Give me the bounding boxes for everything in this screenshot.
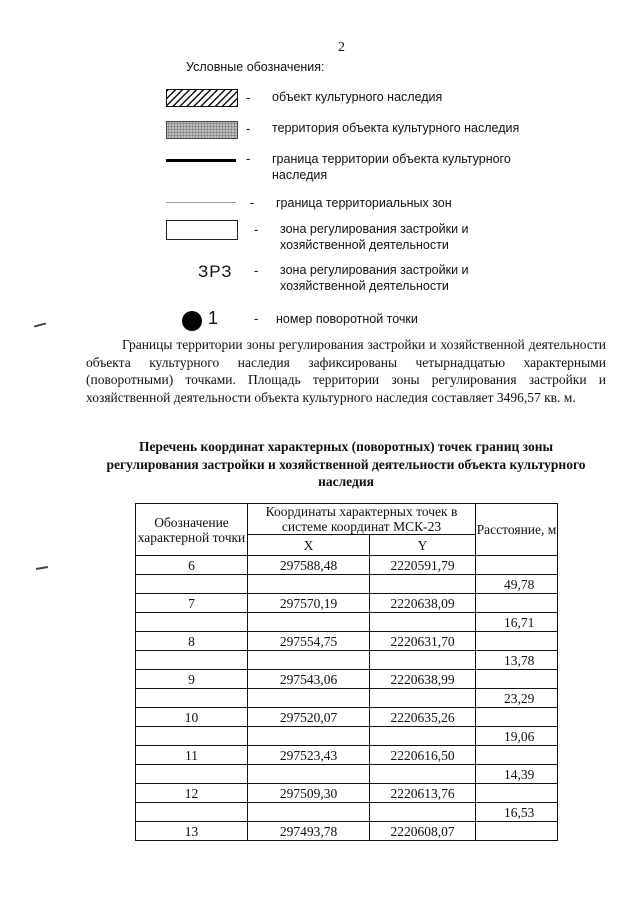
point-row xyxy=(136,822,558,841)
header-x: X xyxy=(248,535,370,556)
point-row xyxy=(136,670,558,689)
point-y: 2220631,70 xyxy=(370,632,476,651)
header-point: Обозначение характерной точки xyxy=(136,504,248,556)
empty-cell xyxy=(136,613,248,632)
legend-label-heritage-territory: территория объекта культурного наследия xyxy=(272,121,520,135)
legend-title: Условные обозначения: xyxy=(186,60,325,74)
page-number: 2 xyxy=(338,40,345,55)
empty-cell xyxy=(370,575,476,594)
distance-row xyxy=(136,765,558,784)
point-y: 2220638,99 xyxy=(370,670,476,689)
segment-distance: 23,29 xyxy=(476,689,558,708)
point-x: 297523,43 xyxy=(248,746,370,765)
header-distance: Расстояние, м xyxy=(476,504,558,556)
segment-distance: 16,71 xyxy=(476,613,558,632)
gray-box-symbol xyxy=(166,121,238,139)
distance-row xyxy=(136,651,558,670)
scan-mark xyxy=(34,322,46,327)
point-id: 9 xyxy=(136,670,248,689)
zrz-code-symbol: ЗРЗ xyxy=(198,262,233,281)
point-id: 8 xyxy=(136,632,248,651)
distance-row xyxy=(136,803,558,822)
distance-row xyxy=(136,689,558,708)
point-x: 297570,19 xyxy=(248,594,370,613)
point-id: 11 xyxy=(136,746,248,765)
point-id: 10 xyxy=(136,708,248,727)
distance-row xyxy=(136,727,558,746)
legend-label-heritage-object: объект культурного наследия xyxy=(272,90,443,104)
empty-cell xyxy=(370,651,476,670)
point-y: 2220616,50 xyxy=(370,746,476,765)
point-row xyxy=(136,708,558,727)
empty-cell xyxy=(476,670,558,689)
empty-cell xyxy=(248,727,370,746)
point-x: 297588,48 xyxy=(248,556,370,575)
coordinates-table xyxy=(135,503,558,841)
empty-cell xyxy=(248,689,370,708)
empty-cell xyxy=(476,632,558,651)
empty-cell xyxy=(248,651,370,670)
distance-row xyxy=(136,613,558,632)
legend-dash: - xyxy=(254,263,259,278)
empty-cell xyxy=(136,575,248,594)
empty-cell xyxy=(136,803,248,822)
point-x: 297554,75 xyxy=(248,632,370,651)
point-id: 7 xyxy=(136,594,248,613)
empty-cell xyxy=(136,651,248,670)
legend-dash: - xyxy=(250,195,255,210)
header-coordinates: Координаты характерных точек в системе координат МСК-23 xyxy=(248,504,476,535)
empty-cell xyxy=(476,594,558,613)
point-y: 2220608,07 xyxy=(370,822,476,841)
distance-row xyxy=(136,575,558,594)
point-row xyxy=(136,594,558,613)
point-x: 297509,30 xyxy=(248,784,370,803)
point-x: 297520,07 xyxy=(248,708,370,727)
empty-cell xyxy=(248,765,370,784)
thick-line-symbol xyxy=(166,159,236,162)
description-paragraph xyxy=(86,336,606,406)
point-x: 297543,06 xyxy=(248,670,370,689)
point-y: 2220635,26 xyxy=(370,708,476,727)
segment-distance: 19,06 xyxy=(476,727,558,746)
empty-cell xyxy=(370,765,476,784)
segment-distance: 14,39 xyxy=(476,765,558,784)
segment-distance: 13,78 xyxy=(476,651,558,670)
legend-dash: - xyxy=(246,151,251,166)
point-row xyxy=(136,556,558,575)
coordinates-table-body xyxy=(136,556,558,841)
header-y: Y xyxy=(370,535,476,556)
dot-symbol xyxy=(182,311,202,331)
legend-dash: - xyxy=(246,90,251,105)
empty-cell xyxy=(476,556,558,575)
point-row xyxy=(136,784,558,803)
empty-cell xyxy=(248,613,370,632)
empty-cell xyxy=(370,689,476,708)
empty-cell xyxy=(476,708,558,727)
point-id: 12 xyxy=(136,784,248,803)
empty-cell xyxy=(476,822,558,841)
coordinates-list-title: Перечень координат характерных (поворотных) точек границ зоны регулирования застройки и хозяйственной деятельности объекта культурного наследия xyxy=(106,439,586,489)
point-row xyxy=(136,632,558,651)
segment-distance: 16,53 xyxy=(476,803,558,822)
point-id: 6 xyxy=(136,556,248,575)
point-id: 13 xyxy=(136,822,248,841)
empty-cell xyxy=(136,727,248,746)
point-y: 2220591,79 xyxy=(370,556,476,575)
empty-box-symbol xyxy=(166,220,238,240)
point-y: 2220638,09 xyxy=(370,594,476,613)
legend-label-territory-border: граница территории объекта культурного наследия xyxy=(272,152,511,182)
empty-cell xyxy=(370,803,476,822)
hatched-box-symbol xyxy=(166,89,238,107)
scan-mark xyxy=(36,566,48,570)
legend-dash: - xyxy=(254,222,259,237)
empty-cell xyxy=(248,575,370,594)
thin-line-symbol xyxy=(166,202,236,203)
empty-cell xyxy=(370,613,476,632)
legend-label-regulation-zone: зона регулирования застройки и хозяйственной деятельности xyxy=(280,222,469,252)
empty-cell xyxy=(248,803,370,822)
empty-cell xyxy=(136,765,248,784)
empty-cell xyxy=(476,784,558,803)
empty-cell xyxy=(136,689,248,708)
point-row xyxy=(136,746,558,765)
empty-cell xyxy=(370,727,476,746)
legend-dash: - xyxy=(254,311,259,326)
dot-number-symbol: 1 xyxy=(208,308,219,328)
paragraph-text: Границы территории зоны регулирования застройки и хозяйственной деятельности объекта культурного наследия зафиксированы четырнадцатью характерными (поворотными) точками. Площадь территории зоны регулирования застройки и хозяйственной деятельности объекта культурного наследия составляет 3496,57 кв. м. xyxy=(86,337,606,405)
segment-distance: 49,78 xyxy=(476,575,558,594)
point-y: 2220613,76 xyxy=(370,784,476,803)
legend-label-turning-point: номер поворотной точки xyxy=(276,312,418,326)
legend-label-zrz: зона регулирования застройки и хозяйственной деятельности xyxy=(280,263,469,293)
legend-label-zone-border: граница территориальных зон xyxy=(276,196,452,210)
legend-dash: - xyxy=(246,121,251,136)
empty-cell xyxy=(476,746,558,765)
point-x: 297493,78 xyxy=(248,822,370,841)
